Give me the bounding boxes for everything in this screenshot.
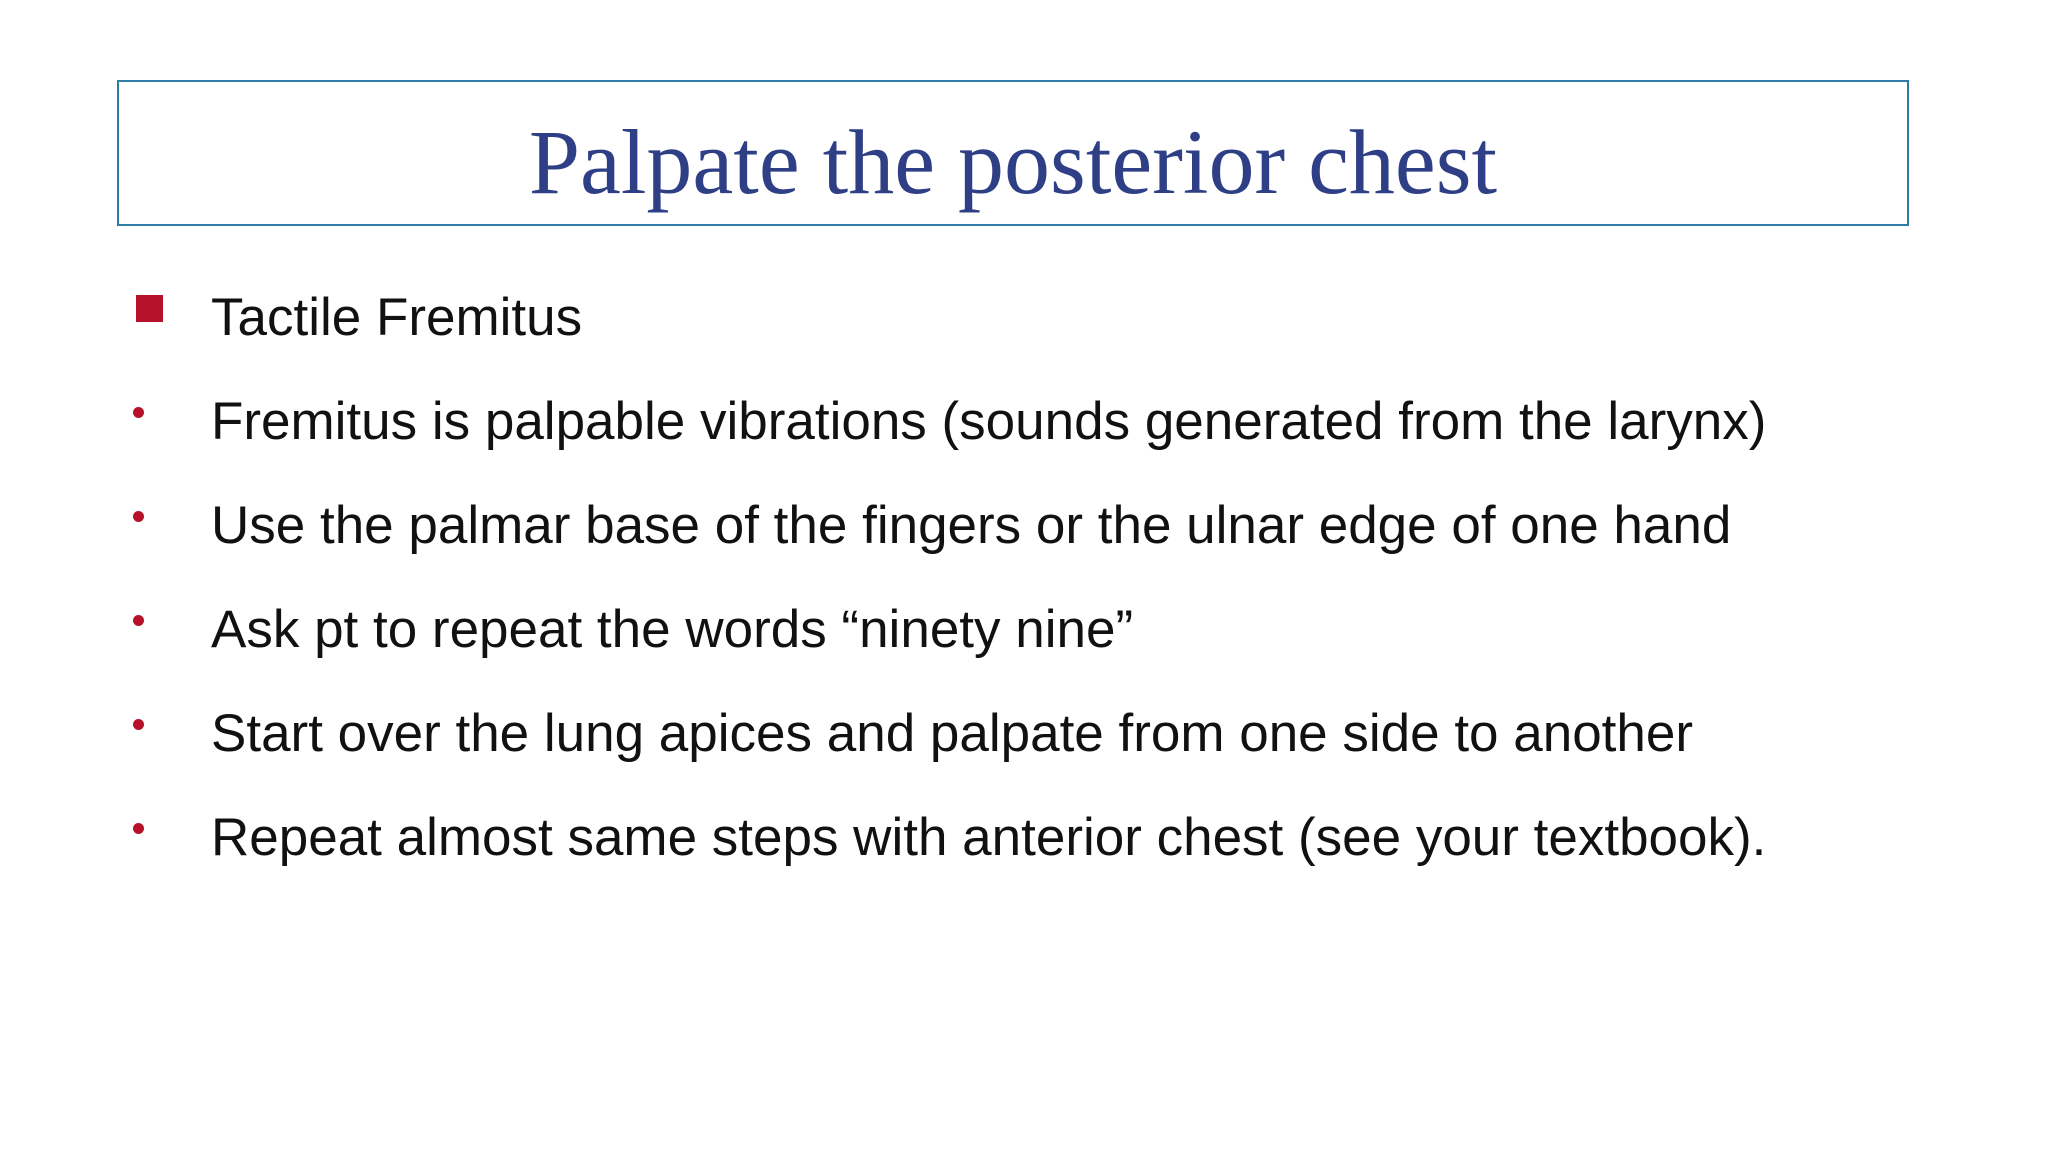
title-box [117, 80, 1909, 226]
bullet-text: Tactile Fremitus [211, 288, 583, 347]
square-bullet-icon [136, 295, 163, 322]
bullet-item [0, 701, 2048, 781]
bullet-text: Ask pt to repeat the words “ninety nine” [211, 600, 1134, 659]
bullet-item [0, 597, 2048, 677]
dot-bullet-icon [133, 511, 144, 522]
dot-bullet-icon [133, 615, 144, 626]
bullet-item [0, 805, 2048, 885]
bullet-text: Fremitus is palpable vibrations (sounds generated from the larynx) [211, 392, 1767, 451]
dot-bullet-icon [133, 407, 144, 418]
bullet-item [0, 389, 2048, 469]
dot-bullet-icon [133, 823, 144, 834]
bullet-item [0, 493, 2048, 573]
bullet-item [0, 285, 2048, 365]
bullet-text: Use the palmar base of the fingers or the ulnar edge of one hand [211, 496, 1732, 555]
dot-bullet-icon [133, 719, 144, 730]
bullet-text: Start over the lung apices and palpate from one side to another [211, 704, 1694, 763]
bullet-text: Repeat almost same steps with anterior chest (see your textbook). [211, 808, 1767, 867]
slide-title: Palpate the posterior chest [528, 111, 1498, 213]
